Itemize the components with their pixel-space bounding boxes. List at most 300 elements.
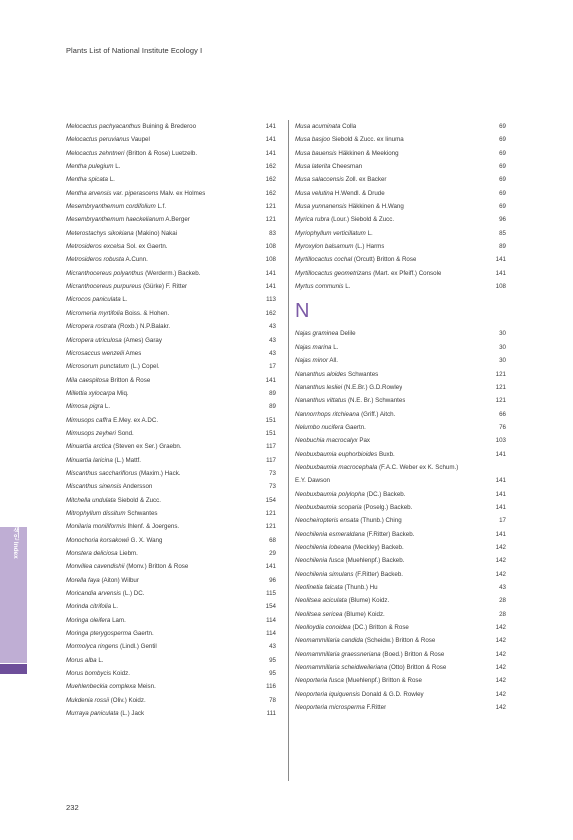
species-name: Neocheiropteris ensata <box>295 517 359 525</box>
index-entry <box>295 528 506 541</box>
species-name: Neobuxbaumia macrocephala <box>295 463 378 471</box>
index-entry <box>295 280 506 293</box>
entry-name <box>66 414 158 427</box>
author-citation: (Blume) Koidz. <box>348 597 390 605</box>
species-name: Musa acuminata <box>295 123 341 130</box>
species-name: Micropera utriculosa <box>66 336 122 344</box>
index-column-left <box>66 120 276 720</box>
species-name: Morella faya <box>66 576 100 584</box>
index-entry <box>66 627 276 640</box>
species-name: Minuartia arctica <box>66 443 112 451</box>
entry-name <box>66 467 181 480</box>
index-entry <box>295 461 506 474</box>
page-reference: 141 <box>265 563 276 571</box>
page-reference: 113 <box>266 296 276 304</box>
index-entry <box>66 293 276 306</box>
page-reference: 78 <box>269 696 276 704</box>
index-entry <box>295 213 506 226</box>
entry-name <box>66 227 177 240</box>
page-reference: 151 <box>265 416 276 424</box>
entry-name <box>66 187 205 200</box>
index-entry <box>66 387 276 400</box>
entry-name <box>295 147 399 160</box>
author-citation: Meisn. <box>137 683 156 691</box>
page-reference: 29 <box>269 550 276 557</box>
column-divider <box>288 120 289 781</box>
species-name: Myrtus communis <box>295 283 344 291</box>
author-citation: Lam. <box>112 616 126 624</box>
section-letter: N <box>295 300 310 323</box>
index-entry <box>295 408 506 421</box>
species-name: Neolitsea sericea <box>295 610 343 618</box>
species-name: Neolloydia conoidea <box>295 624 351 632</box>
page-reference: 142 <box>495 557 506 565</box>
index-entry <box>66 147 276 160</box>
page-reference: 154 <box>265 603 276 611</box>
page-reference: 66 <box>499 410 506 418</box>
running-header: Plants List of National Institute Ecology Ⅰ <box>66 46 203 55</box>
species-name: Nannorrhops ritchieana <box>295 410 360 418</box>
entry-name <box>66 160 120 173</box>
index-entry <box>66 267 276 280</box>
index-entry <box>295 474 506 487</box>
page-reference: 30 <box>499 343 506 351</box>
page-reference: 69 <box>499 123 506 130</box>
page-reference: 141 <box>495 477 506 485</box>
author-citation: L. <box>367 229 373 237</box>
page-reference: 30 <box>499 357 506 365</box>
index-entry <box>66 400 276 413</box>
species-name: Metrosideros robusta <box>66 256 125 264</box>
entry-name <box>295 240 384 253</box>
species-name: Meterostachys sikokiana <box>66 229 134 237</box>
index-entry <box>66 227 276 240</box>
index-entry <box>66 200 276 213</box>
author-citation: Schwantes <box>127 509 158 517</box>
author-citation: (Lindl.) Gentil <box>120 643 157 651</box>
author-citation: A.Berger <box>165 216 190 224</box>
author-citation: Vaupel <box>131 136 150 144</box>
author-citation: (F.Ritter) Backeb. <box>366 530 415 538</box>
species-name: Myriophyllum verticillatum <box>295 229 366 237</box>
entry-name <box>66 707 144 720</box>
entry-name <box>295 354 338 367</box>
index-entry <box>66 707 276 720</box>
entry-name <box>295 581 378 594</box>
species-name: Musa salaccensis <box>295 176 344 184</box>
index-entry <box>66 507 276 520</box>
index-entry <box>295 381 506 394</box>
entry-name <box>295 514 402 527</box>
index-entry <box>295 501 506 514</box>
entry-name <box>295 528 414 541</box>
author-citation: Liebm. <box>119 550 138 557</box>
species-name: Najas minor <box>295 357 329 365</box>
entry-name <box>66 173 115 186</box>
author-citation: Schwantes <box>348 370 379 378</box>
index-entry <box>295 594 506 607</box>
species-name: Millettia xylocarpa <box>66 389 116 397</box>
species-name: Micropera rostrata <box>66 323 117 331</box>
index-entry <box>295 160 506 173</box>
index-entry <box>295 173 506 186</box>
page-reference: 121 <box>265 509 276 517</box>
author-citation: (Aiton) Wilbur <box>101 576 139 584</box>
page-reference: 121 <box>495 370 506 378</box>
species-name: Micranthocereus purpureus <box>66 283 142 291</box>
page-reference: 142 <box>495 637 506 645</box>
page-reference: 117 <box>266 456 276 464</box>
species-name: Mentha pulegium <box>66 163 114 171</box>
index-entry <box>295 253 506 266</box>
species-name: Myroxylon balsamum <box>295 243 354 251</box>
author-citation: E.Y. Dawson <box>295 477 330 485</box>
page-reference: 114 <box>266 630 276 638</box>
entry-name <box>295 408 395 421</box>
species-name: Miscanthus sacchariflorus <box>66 469 138 477</box>
index-entry <box>66 173 276 186</box>
entry-name <box>66 667 130 680</box>
species-name: Metrosideros excelsa <box>66 243 125 251</box>
species-name: Morus alba <box>66 656 97 664</box>
index-entry <box>66 574 276 587</box>
author-citation: (F.Ritter) Backeb. <box>355 570 403 578</box>
entry-name <box>66 440 182 453</box>
author-citation: Zoll. ex Backer <box>345 176 387 184</box>
index-entry <box>295 674 506 687</box>
entry-name <box>66 334 162 347</box>
author-citation: Delile <box>340 330 356 338</box>
author-citation: Häkkinen & H.Wang <box>348 203 404 211</box>
page-reference: 69 <box>499 149 506 157</box>
author-citation: (L.) Mattf. <box>114 456 141 464</box>
index-entry <box>66 160 276 173</box>
page-reference: 142 <box>495 704 506 712</box>
entry-name <box>66 240 167 253</box>
species-name: Musa basjoo <box>295 136 331 144</box>
entry-name <box>66 694 146 707</box>
index-entry <box>66 427 276 440</box>
entry-name <box>66 133 150 146</box>
page-reference: 116 <box>266 683 276 691</box>
author-citation: Sond. <box>117 429 134 437</box>
species-name: Neofinetia falcata <box>295 584 343 591</box>
species-name: Microsaccus wenzelii <box>66 349 125 357</box>
species-name: Mentha arvensis var. piperascens <box>66 189 159 197</box>
page-reference: 95 <box>269 656 276 664</box>
page-reference: 89 <box>499 243 506 251</box>
page-reference: 43 <box>269 643 276 651</box>
species-name: Murraya paniculata <box>66 710 119 718</box>
page-reference: 141 <box>265 149 276 157</box>
index-entry <box>295 634 506 647</box>
index-entry <box>66 547 276 560</box>
species-name: Musa laterita <box>295 163 331 171</box>
index-column-right <box>295 120 506 714</box>
species-name: Nananthus lesliei <box>295 383 343 391</box>
page-reference: 141 <box>495 530 506 538</box>
page-reference: 114 <box>266 616 276 624</box>
index-entry <box>295 421 506 434</box>
index-group-m-continued <box>295 120 506 293</box>
species-name: Mila caespitosa <box>66 376 109 384</box>
species-name: Neobuxbaumia polylopha <box>295 490 365 498</box>
author-citation: (L.) Copel. <box>130 363 160 371</box>
entry-name <box>295 688 424 701</box>
index-entry <box>66 374 276 387</box>
author-citation: (Oliv.) Koidz. <box>110 696 146 704</box>
author-citation: H.Wendl. & Drude <box>334 189 385 197</box>
entry-name <box>66 213 190 226</box>
index-entry <box>66 640 276 653</box>
entry-name <box>295 701 386 714</box>
index-entry <box>295 488 506 501</box>
species-name: Mentha spicata <box>66 176 108 184</box>
side-index-tab-marker <box>0 664 27 674</box>
entry-name <box>295 461 458 474</box>
entry-name <box>66 640 157 653</box>
species-name: Neobuxbaumia euphorbioides <box>295 450 378 458</box>
entry-name <box>66 534 162 547</box>
entry-name <box>295 267 441 280</box>
author-citation: (Muehlenpf.) Britton & Rose <box>345 677 422 685</box>
index-entry <box>295 354 506 367</box>
page-reference: 108 <box>265 256 276 264</box>
index-entry <box>66 587 276 600</box>
entry-name <box>66 654 104 667</box>
entry-name <box>66 347 141 360</box>
author-citation: (Britton & Rose) Luetzelb. <box>126 149 198 157</box>
entry-name <box>295 368 378 381</box>
page-reference: 68 <box>269 536 276 544</box>
page-reference: 141 <box>495 503 506 511</box>
index-entry <box>66 560 276 573</box>
author-citation: E.Mey. ex A.DC. <box>113 416 159 424</box>
author-citation: Siebold & Zucc. <box>117 496 161 504</box>
entry-name <box>66 280 187 293</box>
species-name: Neoporteria microsperma <box>295 704 365 712</box>
page-reference: 154 <box>265 496 276 504</box>
index-entry <box>66 614 276 627</box>
index-entry <box>295 514 506 527</box>
page-reference: 121 <box>265 523 276 531</box>
index-entry <box>66 307 276 320</box>
author-citation: (Otto) Britton & Rose <box>388 664 447 672</box>
page-reference: 141 <box>495 490 506 498</box>
index-entry <box>66 347 276 360</box>
index-entry <box>295 541 506 554</box>
index-entry <box>295 240 506 253</box>
entry-name <box>66 374 150 387</box>
species-name: Mesembryanthemum cordifolium <box>66 203 156 211</box>
page-reference: 69 <box>499 203 506 211</box>
entry-name <box>295 327 356 340</box>
species-name: Nelumbo nucifera <box>295 423 344 431</box>
page-reference: 108 <box>495 283 506 291</box>
index-entry <box>295 200 506 213</box>
index-entry <box>295 568 506 581</box>
species-name: Najas graminea <box>295 330 339 338</box>
author-citation: (Meckley) Backeb. <box>352 543 404 551</box>
index-entry <box>66 534 276 547</box>
species-name: Myrtillocactus geometrizans <box>295 269 372 277</box>
species-name: Minuartia laricina <box>66 456 113 464</box>
entry-name <box>66 614 126 627</box>
author-citation: L. <box>109 176 115 184</box>
species-name: Myrtillocactus cochal <box>295 256 353 264</box>
author-citation: (Monv.) Britton & Rose <box>126 563 189 571</box>
entry-name <box>295 173 387 186</box>
author-citation: (DC.) Britton & Rose <box>352 624 409 632</box>
page-reference: 142 <box>495 543 506 551</box>
entry-name <box>295 120 356 133</box>
entry-name <box>295 661 446 674</box>
page-reference: 69 <box>499 163 506 171</box>
author-citation: Ihlenf. & Joergens. <box>127 523 180 531</box>
species-name: Mesembryanthemum haeckelianum <box>66 216 165 224</box>
entry-name <box>66 147 197 160</box>
author-citation: (Makino) Nakai <box>135 229 178 237</box>
entry-name <box>66 480 152 493</box>
index-entry <box>295 147 506 160</box>
species-name: Mimusops caffra <box>66 416 112 424</box>
species-name: Neomammillaria candida <box>295 637 364 645</box>
page-reference: 43 <box>269 323 276 331</box>
species-name: Monvillea cavendishii <box>66 563 125 571</box>
author-citation: Miq. <box>116 389 129 397</box>
species-name: Najas marina <box>295 343 332 351</box>
species-name: Mitchella undulata <box>66 496 116 504</box>
page-reference: 17 <box>269 363 276 371</box>
index-entry <box>295 187 506 200</box>
species-name: Morus bombycis <box>66 670 112 678</box>
entry-name <box>295 648 444 661</box>
index-entry <box>66 320 276 333</box>
author-citation: (F.A.C. Weber ex K. Schum.) <box>378 463 459 471</box>
side-index-label: 색인 Index <box>12 527 19 559</box>
index-entry <box>66 280 276 293</box>
entry-name <box>66 427 134 440</box>
author-citation: (Boed.) Britton & Rose <box>382 650 445 658</box>
entry-name <box>295 568 403 581</box>
entry-name <box>66 560 188 573</box>
species-name: Nananthus vittatus <box>295 397 347 405</box>
author-citation: (Scheidw.) Britton & Rose <box>364 637 436 645</box>
author-citation: (L.) DC. <box>122 590 145 598</box>
index-entry <box>295 688 506 701</box>
page-reference: 73 <box>269 469 276 477</box>
entry-name <box>295 200 404 213</box>
entry-name <box>295 227 373 240</box>
author-citation: Buxb. <box>378 450 395 458</box>
index-entry <box>66 520 276 533</box>
author-citation: Malv. ex Holmes <box>160 189 206 197</box>
author-citation: L. <box>115 163 121 171</box>
species-name: Neomammillaria scheidweileriana <box>295 664 388 672</box>
page-reference: 28 <box>499 610 506 618</box>
entry-name <box>295 187 385 200</box>
index-entry <box>66 680 276 693</box>
author-citation: Sol. ex Gaertn. <box>126 243 168 251</box>
page-reference: 142 <box>495 624 506 632</box>
page-reference: 17 <box>499 517 506 525</box>
author-citation: L. <box>345 283 351 291</box>
entry-name <box>66 627 154 640</box>
index-entry <box>295 608 506 621</box>
species-name: Microsorum punctatum <box>66 363 129 371</box>
author-citation: Britton & Rose <box>110 376 151 384</box>
index-entry <box>66 414 276 427</box>
author-citation: (L.) Jack <box>120 710 145 718</box>
page-reference: 96 <box>499 216 506 224</box>
author-citation: (Gürke) F. Ritter <box>143 283 188 291</box>
page-reference: 30 <box>499 330 506 338</box>
author-citation: Donald & G.D. Rowley <box>361 690 424 698</box>
index-entry <box>295 133 506 146</box>
page-reference: 142 <box>495 570 506 578</box>
index-entry <box>66 187 276 200</box>
page-reference: 43 <box>269 349 276 357</box>
species-name: Neochilenia lobeana <box>295 543 352 551</box>
species-name: Melocactus zehntneri <box>66 149 125 157</box>
author-citation: L. <box>122 296 128 304</box>
page-reference: 117 <box>266 443 276 451</box>
page-reference: 121 <box>495 383 506 391</box>
page-reference: 121 <box>265 203 276 211</box>
entry-name <box>295 341 338 354</box>
author-citation: (Griff.) Aitch. <box>361 410 396 418</box>
entry-name <box>295 674 422 687</box>
entry-name <box>295 253 416 266</box>
entry-name <box>66 587 144 600</box>
author-citation: L. <box>104 403 111 411</box>
index-entry <box>295 394 506 407</box>
index-entry <box>295 648 506 661</box>
species-name: Micromeria myrtifolia <box>66 309 124 317</box>
species-name: Neobuxbaumia scoparia <box>295 503 362 511</box>
index-entry <box>295 581 506 594</box>
author-citation: L. <box>333 343 339 351</box>
index-entry <box>66 253 276 266</box>
species-name: Monstera deliciosa <box>66 550 118 557</box>
entry-name <box>66 360 160 373</box>
author-citation: Buining & Brederoo <box>142 123 197 130</box>
entry-name <box>295 448 395 461</box>
species-name: Melocactus peruvianus <box>66 136 130 144</box>
page-reference: 121 <box>495 397 506 405</box>
page-reference: 69 <box>499 189 506 197</box>
author-citation: L.f. <box>157 203 167 211</box>
author-citation: (Poselg.) Backeb. <box>363 503 413 511</box>
page-reference: 108 <box>265 243 276 251</box>
page-reference: 151 <box>265 429 276 437</box>
author-citation: (Thunb.) Ching <box>360 517 402 525</box>
author-citation: Andersson <box>122 483 153 491</box>
entry-name <box>66 120 196 133</box>
page-reference: 162 <box>265 309 276 317</box>
index-entry <box>66 133 276 146</box>
entry-name <box>66 680 156 693</box>
index-entry <box>295 341 506 354</box>
page-reference: 142 <box>495 650 506 658</box>
entry-name <box>66 267 200 280</box>
author-citation: (Thunb.) Hu <box>344 584 378 591</box>
index-entry <box>66 120 276 133</box>
author-citation: Gaertn. <box>133 630 154 638</box>
index-entry <box>66 654 276 667</box>
page-reference: 142 <box>495 664 506 672</box>
page-reference: 141 <box>265 283 276 291</box>
